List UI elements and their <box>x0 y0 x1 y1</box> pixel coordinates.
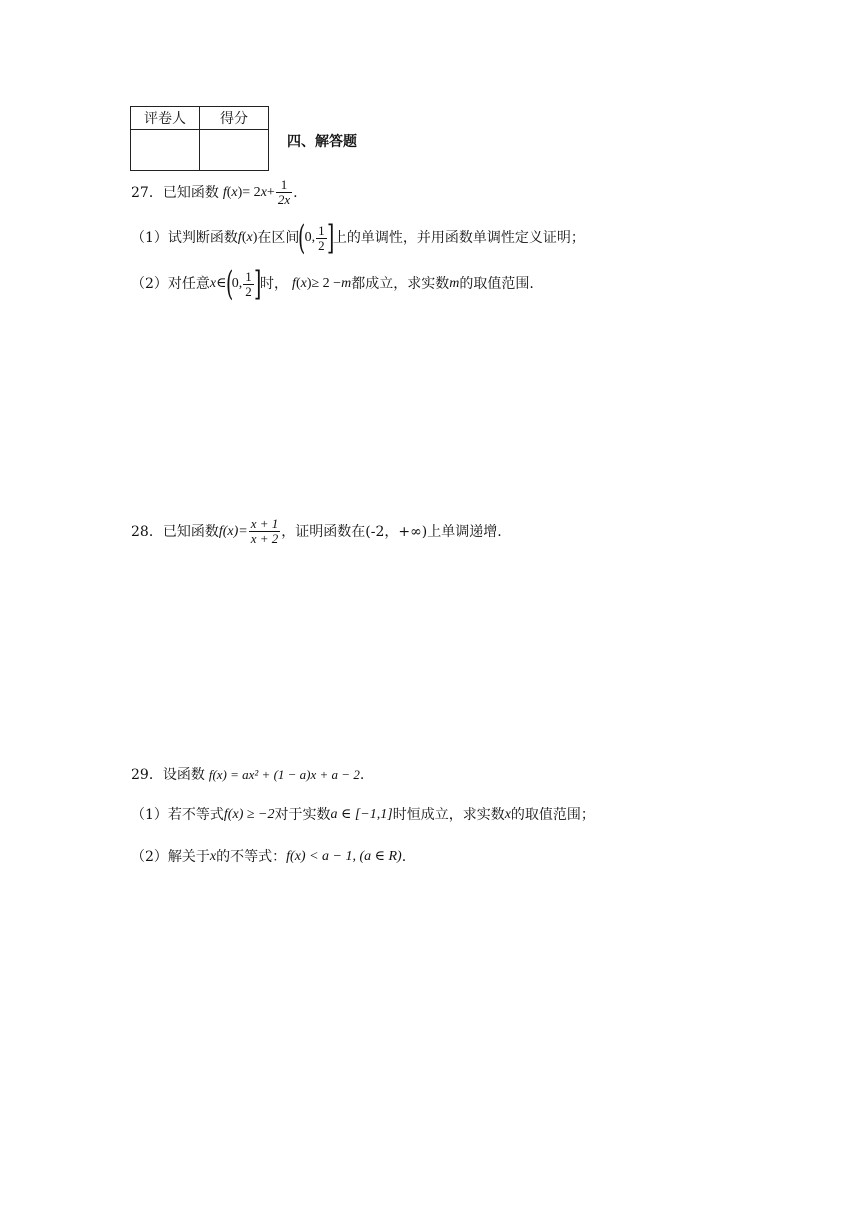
q29-p1-b: 对于实数 <box>274 807 331 823</box>
q27-p2-lparen: ( <box>225 264 233 304</box>
q27-part1: （1）试判断函数 f ( x ) 在区间 ( 0, $\frac{1}{2}$ ] 上的单调性，并用函数单调性定义证明； <box>131 218 585 258</box>
q29-p2-ineq: f(x) < a − 1, (a ∈ R) <box>286 849 402 864</box>
q28-fx: f(x)= <box>218 523 248 539</box>
q28-fraction <box>249 517 281 546</box>
q27-p2-zero: 0, <box>231 276 243 291</box>
q28-num: x + 1 <box>250 516 279 531</box>
section-title: 四、解答题 <box>287 134 357 150</box>
grader-cell[interactable] <box>131 130 200 171</box>
q29-p2-a: （2）解关于 <box>131 849 210 865</box>
q29-p1-a: （1）若不等式 <box>131 807 224 823</box>
q27-frac-num: 1 <box>276 178 292 193</box>
q27-lparen: ( <box>226 184 232 200</box>
q27-p1-rbracket: ] <box>326 218 334 258</box>
q27-p1-b: 在区间 <box>257 230 300 246</box>
q27-p2-a: （2）对任意 <box>131 276 210 292</box>
q27-p2-c: 都成立，求实数 <box>351 276 450 292</box>
q29-p1-c: 时恒成立，求实数 <box>392 807 505 823</box>
q27-fraction <box>276 178 292 207</box>
q29-p1-ineq: f(x) ≥ −2 <box>223 807 275 822</box>
q27-part2: （2）对任意 x ∈ ( 0, $\frac{1}{2}$ ] 时， f ( x ) ≥ 2 − m 都成立，求实数 m 的取值范围. <box>131 264 534 304</box>
question-28 <box>131 517 502 546</box>
q27-var: x <box>231 184 238 200</box>
q27-p1-zero: 0, <box>304 230 316 245</box>
q27-p2-x: x <box>209 276 217 291</box>
q29-part2 <box>131 848 406 866</box>
q29-p1-x: x <box>504 807 511 822</box>
q27-rparen: ) <box>237 184 243 200</box>
score-cell[interactable] <box>200 130 269 171</box>
question-27 <box>131 178 298 207</box>
q29-p2-x: x <box>209 849 217 864</box>
q27-p2-num: 1 <box>245 268 252 284</box>
q27-eq-x: x <box>260 184 267 200</box>
question-29 <box>131 766 364 784</box>
q27-p1-f: f <box>237 230 242 245</box>
q27-p1-den: 2 <box>318 237 325 253</box>
grader-header: 评卷人 <box>131 107 200 130</box>
q27-p1-x: x <box>246 230 253 245</box>
q29-part1 <box>131 806 595 824</box>
grade-table <box>130 106 269 171</box>
q27-p2-fraction <box>243 270 254 299</box>
q27-plus: + <box>266 184 275 200</box>
q28-prefix: 28．已知函数 <box>131 523 219 540</box>
q29-p1-d: 的取值范围； <box>510 807 595 823</box>
q27-p1-fraction <box>316 224 327 253</box>
q29-prefix: 29．设函数 <box>131 767 205 783</box>
q27-p2-m: m <box>341 276 352 291</box>
q29-p2-b: 的不等式： <box>216 849 287 865</box>
q27-p2-d: 的取值范围. <box>459 276 534 292</box>
q27-func: f <box>222 184 227 200</box>
q27-prefix: 27．已知函数 <box>131 184 219 201</box>
q27-p1-c: 上的单调性，并用函数单调性定义证明； <box>332 230 585 246</box>
q27-frac-den: 2x <box>277 192 291 207</box>
q29-formula: f(x) = ax² + (1 − a)x + a − 2 <box>208 767 360 782</box>
q29-p1-avar: a ∈ [−1,1] <box>330 807 393 822</box>
q27-p1-a: （1）试判断函数 <box>131 230 238 246</box>
q27-p2-m2: m <box>449 276 460 291</box>
q27-p2-b: 时， <box>260 276 289 292</box>
q27-p2-ineq: ≥ 2 − <box>311 276 342 291</box>
q27-p2-in: ∈ <box>216 276 227 291</box>
q27-p1-num: 1 <box>318 222 325 238</box>
q27-end: . <box>293 184 298 201</box>
q29-end: . <box>359 767 365 783</box>
q27-p1-lparen: ( <box>298 218 306 258</box>
q27-p2-rbracket: ] <box>253 264 262 304</box>
score-header: 得分 <box>200 107 269 130</box>
q29-p2-end: . <box>401 849 407 865</box>
q27-p2-den: 2 <box>245 283 252 299</box>
q28-suffix: ，证明函数在(-2，+∞)上单调递增. <box>281 523 502 540</box>
q27-eq: = 2 <box>242 184 261 200</box>
q28-den: x + 2 <box>250 531 279 546</box>
